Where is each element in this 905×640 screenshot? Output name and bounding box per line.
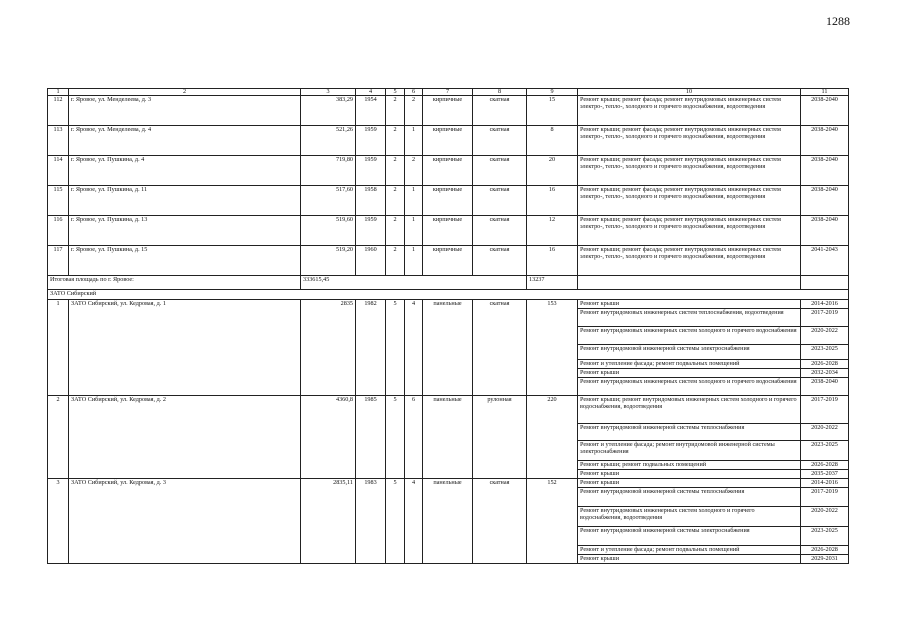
table-row: [48, 396, 849, 424]
total-row: [48, 276, 849, 290]
row-number: 1: [48, 300, 69, 396]
floors-cell: 2: [386, 126, 405, 156]
roof-cell: скатная: [473, 96, 527, 126]
address-cell: г. Яровое, ул. Пушкина, д. 11: [69, 186, 301, 216]
works-cell: Ремонт внутридомовой инженерной системы теплоснабжения: [578, 488, 801, 507]
works-cell: Ремонт внутридомовых инженерных систем холодного и горячего водоснабжения: [578, 378, 801, 396]
period-cell: 2014-2016: [801, 479, 849, 488]
works-cell: Ремонт крыши; ремонт фасада; ремонт внутридомовых инженерных систем электро-, тепло-, холодного и горячего водоснабжения, водоотведения: [578, 96, 801, 126]
period-cell: 2014-2016: [801, 300, 849, 309]
period-cell: 2035-2037: [801, 470, 849, 479]
works-cell: Ремонт крыши; ремонт внутридомовых инженерных систем холодного и горячего водоснабжения, водоотведения: [578, 396, 801, 424]
works-cell: Ремонт крыши: [578, 555, 801, 564]
empty-cell: [578, 276, 801, 290]
period-cell: 2029-2031: [801, 555, 849, 564]
section-row: [48, 290, 849, 300]
period-cell: 2023-2025: [801, 441, 849, 461]
period-cell: 2038-2040: [801, 156, 849, 186]
total-label: Итоговая площадь по г. Яровое:: [48, 276, 301, 290]
works-cell: Ремонт внутридомовых инженерных систем теплоснабжения, водоотведения: [578, 309, 801, 327]
floors-cell: 5: [386, 300, 405, 396]
works-cell: Ремонт крыши; ремонт фасада; ремонт внутридомовых инженерных систем электро-, тепло-, холодного и горячего водоснабжения, водоотведения: [578, 156, 801, 186]
column-header: 5: [386, 89, 405, 96]
entrances-cell: 1: [405, 186, 423, 216]
works-cell: Ремонт крыши: [578, 479, 801, 488]
area-cell: 4360,8: [301, 396, 356, 479]
floors-cell: 2: [386, 96, 405, 126]
year-cell: 1982: [356, 300, 386, 396]
page-number: 1288: [826, 14, 850, 28]
table-row: [48, 216, 849, 246]
period-cell: 2038-2040: [801, 378, 849, 396]
walls-cell: кирпичные: [423, 96, 473, 126]
period-cell: 2023-2025: [801, 345, 849, 360]
entrances-cell: 2: [405, 156, 423, 186]
area-cell: 2835: [301, 300, 356, 396]
address-cell: г. Яровое, ул. Пушкина, д. 15: [69, 246, 301, 276]
residents-cell: 16: [527, 246, 578, 276]
column-header: 10: [578, 89, 801, 96]
year-cell: 1959: [356, 126, 386, 156]
area-cell: 519,60: [301, 216, 356, 246]
period-cell: 2026-2028: [801, 546, 849, 555]
table-row: [48, 186, 849, 216]
residents-cell: 152: [527, 479, 578, 564]
total-area: 333615,45: [301, 276, 527, 290]
column-header: 4: [356, 89, 386, 96]
total-residents: 13237: [527, 276, 578, 290]
walls-cell: кирпичные: [423, 216, 473, 246]
floors-cell: 5: [386, 479, 405, 564]
period-cell: 2026-2028: [801, 461, 849, 470]
row-number: 3: [48, 479, 69, 564]
entrances-cell: 4: [405, 300, 423, 396]
year-cell: 1954: [356, 96, 386, 126]
works-cell: Ремонт внутридомовой инженерной системы электроснабжения: [578, 345, 801, 360]
works-cell: Ремонт крыши: [578, 470, 801, 479]
area-cell: 2835,11: [301, 479, 356, 564]
area-cell: 383,29: [301, 96, 356, 126]
table-row: [48, 246, 849, 276]
year-cell: 1959: [356, 216, 386, 246]
entrances-cell: 1: [405, 246, 423, 276]
floors-cell: 2: [386, 186, 405, 216]
walls-cell: панельные: [423, 300, 473, 396]
floors-cell: 2: [386, 216, 405, 246]
column-header: 11: [801, 89, 849, 96]
column-header: 3: [301, 89, 356, 96]
residents-cell: 16: [527, 186, 578, 216]
period-cell: 2020-2022: [801, 424, 849, 441]
entrances-cell: 6: [405, 396, 423, 479]
address-cell: г. Яровое, ул. Пушкина, д. 13: [69, 216, 301, 246]
roof-cell: скатная: [473, 186, 527, 216]
walls-cell: панельные: [423, 479, 473, 564]
row-number: 2: [48, 396, 69, 479]
column-header: 7: [423, 89, 473, 96]
column-header: 8: [473, 89, 527, 96]
walls-cell: кирпичные: [423, 186, 473, 216]
row-number: 117: [48, 246, 69, 276]
works-cell: Ремонт внутридомовой инженерной системы теплоснабжения: [578, 424, 801, 441]
floors-cell: 5: [386, 396, 405, 479]
address-cell: ЗАТО Сибирский, ул. Кедровая, д. 3: [69, 479, 301, 564]
row-number: 115: [48, 186, 69, 216]
column-header: 6: [405, 89, 423, 96]
period-cell: 2023-2025: [801, 527, 849, 546]
residents-cell: 153: [527, 300, 578, 396]
works-cell: Ремонт внутридомовых инженерных систем холодного и горячего водоснабжения: [578, 327, 801, 345]
period-cell: 2041-2043: [801, 246, 849, 276]
address-cell: г. Яровое, ул. Менделеева, д. 3: [69, 96, 301, 126]
period-cell: 2020-2022: [801, 507, 849, 527]
works-cell: Ремонт крыши; ремонт подвальных помещений: [578, 461, 801, 470]
entrances-cell: 2: [405, 96, 423, 126]
header-row: [48, 89, 849, 96]
year-cell: 1985: [356, 396, 386, 479]
empty-cell: [801, 276, 849, 290]
address-cell: г. Яровое, ул. Менделеева, д. 4: [69, 126, 301, 156]
works-cell: Ремонт и утепление фасада; ремонт подвальных помещений: [578, 546, 801, 555]
works-cell: Ремонт крыши; ремонт фасада; ремонт внутридомовых инженерных систем электро-, тепло-, холодного и горячего водоснабжения, водоотведения: [578, 216, 801, 246]
row-number: 113: [48, 126, 69, 156]
entrances-cell: 1: [405, 126, 423, 156]
roof-cell: рулонная: [473, 396, 527, 479]
period-cell: 2038-2040: [801, 126, 849, 156]
residents-cell: 12: [527, 216, 578, 246]
works-cell: Ремонт крыши; ремонт фасада; ремонт внутридомовых инженерных систем электро-, тепло-, холодного и горячего водоснабжения, водоотведения: [578, 246, 801, 276]
area-cell: 719,80: [301, 156, 356, 186]
area-cell: 519,20: [301, 246, 356, 276]
period-cell: 2017-2019: [801, 396, 849, 424]
period-cell: 2038-2040: [801, 186, 849, 216]
column-header: 9: [527, 89, 578, 96]
period-cell: 2017-2019: [801, 309, 849, 327]
row-number: 114: [48, 156, 69, 186]
residents-cell: 20: [527, 156, 578, 186]
works-cell: Ремонт крыши; ремонт фасада; ремонт внутридомовых инженерных систем электро-, тепло-, холодного и горячего водоснабжения, водоотведения: [578, 186, 801, 216]
floors-cell: 2: [386, 156, 405, 186]
works-cell: Ремонт и утепление фасада; ремонт внутридомовой инженерной системы электроснабжения: [578, 441, 801, 461]
period-cell: 2038-2040: [801, 216, 849, 246]
period-cell: 2020-2022: [801, 327, 849, 345]
address-cell: ЗАТО Сибирский, ул. Кедровая, д. 2: [69, 396, 301, 479]
works-cell: Ремонт крыши: [578, 300, 801, 309]
period-cell: 2026-2028: [801, 360, 849, 369]
roof-cell: скатная: [473, 300, 527, 396]
works-cell: Ремонт крыши: [578, 369, 801, 378]
roof-cell: скатная: [473, 479, 527, 564]
entrances-cell: 4: [405, 479, 423, 564]
walls-cell: кирпичные: [423, 156, 473, 186]
roof-cell: скатная: [473, 216, 527, 246]
table-row: [48, 126, 849, 156]
year-cell: 1960: [356, 246, 386, 276]
period-cell: 2017-2019: [801, 488, 849, 507]
table-row: [48, 156, 849, 186]
year-cell: 1959: [356, 156, 386, 186]
year-cell: 1958: [356, 186, 386, 216]
address-cell: г. Яровое, ул. Пушкина, д. 4: [69, 156, 301, 186]
works-cell: Ремонт внутридомовых инженерных систем холодного и горячего водоснабжения, водоотведения: [578, 507, 801, 527]
works-cell: Ремонт и утепление фасада; ремонт подвальных помещений: [578, 360, 801, 369]
works-cell: Ремонт внутридомовой инженерной системы электроснабжения: [578, 527, 801, 546]
floors-cell: 2: [386, 246, 405, 276]
column-header: 2: [69, 89, 301, 96]
walls-cell: панельные: [423, 396, 473, 479]
area-cell: 517,60: [301, 186, 356, 216]
row-number: 112: [48, 96, 69, 126]
works-cell: Ремонт крыши; ремонт фасада; ремонт внутридомовых инженерных систем электро-, тепло-, холодного и горячего водоснабжения, водоотведения: [578, 126, 801, 156]
column-header: 1: [48, 89, 69, 96]
entrances-cell: 1: [405, 216, 423, 246]
roof-cell: скатная: [473, 126, 527, 156]
section-title: ЗАТО Сибирский: [48, 290, 849, 300]
table-row: [48, 96, 849, 126]
roof-cell: скатная: [473, 246, 527, 276]
year-cell: 1983: [356, 479, 386, 564]
roof-cell: скатная: [473, 156, 527, 186]
table-row: [48, 479, 849, 488]
address-cell: ЗАТО Сибирский, ул. Кедровая, д. 1: [69, 300, 301, 396]
residents-cell: 220: [527, 396, 578, 479]
capital-repair-table: [47, 88, 849, 564]
table-row: [48, 300, 849, 309]
residents-cell: 15: [527, 96, 578, 126]
row-number: 116: [48, 216, 69, 246]
walls-cell: кирпичные: [423, 246, 473, 276]
period-cell: 2032-2034: [801, 369, 849, 378]
residents-cell: 8: [527, 126, 578, 156]
walls-cell: кирпичные: [423, 126, 473, 156]
period-cell: 2038-2040: [801, 96, 849, 126]
area-cell: 521,26: [301, 126, 356, 156]
